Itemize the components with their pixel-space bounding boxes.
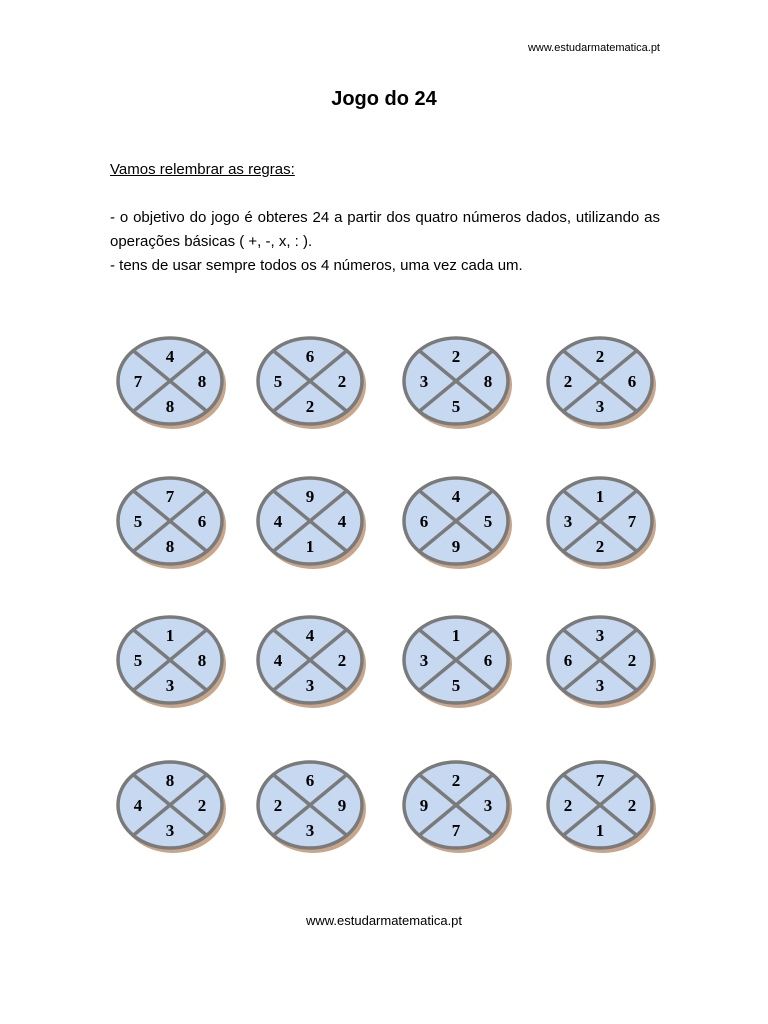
wheel-number-right: 2: [337, 651, 347, 670]
wheel-number-bottom: 3: [165, 676, 175, 695]
wheel-number-right: 8: [197, 651, 207, 670]
number-wheel: [258, 617, 366, 708]
wheel-number-left: 6: [419, 512, 429, 531]
number-wheel: [258, 762, 366, 853]
number-wheel: [404, 478, 512, 569]
wheel-number-top: 4: [451, 487, 461, 506]
site-url-top: www.estudarmatematica.pt: [527, 42, 660, 54]
wheel-number-top: 8: [165, 771, 175, 790]
rules-heading: Vamos relembrar as regras:: [110, 161, 295, 178]
rule-line-2: - tens de usar sempre todos os 4 números, uma vez cada um.: [110, 257, 523, 274]
wheel-number-top: 2: [451, 771, 461, 790]
wheel-number-bottom: 8: [165, 537, 175, 556]
wheel-number-top: 1: [165, 626, 175, 645]
wheel-number-left: 2: [563, 372, 573, 391]
wheel-number-top: 2: [451, 347, 461, 366]
wheel-number-right: 4: [337, 512, 347, 531]
wheel-number-left: 4: [273, 651, 283, 670]
number-wheel: [404, 762, 512, 853]
wheel-number-bottom: 3: [165, 821, 175, 840]
wheel-number-top: 3: [595, 626, 605, 645]
wheel-number-top: 7: [595, 771, 605, 790]
wheel-number-top: 1: [595, 487, 605, 506]
number-wheel: [258, 338, 366, 429]
wheel-number-bottom: 2: [595, 537, 605, 556]
wheel-number-left: 6: [563, 651, 573, 670]
wheel-number-right: 6: [627, 372, 637, 391]
wheel-number-bottom: 3: [305, 821, 315, 840]
wheel-number-left: 3: [563, 512, 573, 531]
wheel-number-top: 6: [305, 771, 315, 790]
number-wheel: [118, 478, 226, 569]
number-wheel: [118, 617, 226, 708]
wheel-number-left: 4: [273, 512, 283, 531]
wheel-number-bottom: 7: [451, 821, 461, 840]
number-wheel: [118, 338, 226, 429]
number-wheel: [118, 762, 226, 853]
wheel-number-right: 2: [197, 796, 207, 815]
wheel-number-left: 9: [419, 796, 429, 815]
wheel-number-top: 9: [305, 487, 315, 506]
wheel-number-top: 4: [165, 347, 175, 366]
wheel-number-top: 2: [595, 347, 605, 366]
wheel-number-bottom: 3: [595, 676, 605, 695]
wheel-number-top: 1: [451, 626, 461, 645]
number-wheel: [548, 478, 656, 569]
wheel-number-bottom: 9: [451, 537, 461, 556]
number-wheel: [548, 338, 656, 429]
wheel-number-right: 5: [483, 512, 493, 531]
wheel-number-right: 9: [337, 796, 347, 815]
wheel-number-right: 2: [627, 651, 637, 670]
wheel-number-left: 3: [419, 651, 429, 670]
number-wheel: [404, 617, 512, 708]
wheel-number-bottom: 1: [305, 537, 315, 556]
wheel-number-right: 6: [483, 651, 493, 670]
wheel-number-left: 5: [133, 512, 143, 531]
wheel-number-top: 7: [165, 487, 175, 506]
wheel-number-bottom: 2: [305, 397, 315, 416]
wheel-number-left: 5: [133, 651, 143, 670]
number-wheel: [258, 478, 366, 569]
wheel-number-right: 2: [337, 372, 347, 391]
wheel-number-bottom: 3: [305, 676, 315, 695]
wheel-number-bottom: 5: [451, 397, 461, 416]
wheel-number-left: 4: [133, 796, 143, 815]
wheel-number-left: 2: [273, 796, 283, 815]
number-wheel: [404, 338, 512, 429]
wheel-number-left: 2: [563, 796, 573, 815]
wheel-number-right: 8: [197, 372, 207, 391]
site-url-bottom: www.estudarmatematica.pt: [305, 913, 463, 928]
wheel-number-bottom: 8: [165, 397, 175, 416]
number-wheel: [548, 617, 656, 708]
wheel-number-bottom: 3: [595, 397, 605, 416]
wheel-number-right: 3: [483, 796, 493, 815]
number-wheel: [548, 762, 656, 853]
wheel-number-bottom: 5: [451, 676, 461, 695]
wheel-number-bottom: 1: [595, 821, 605, 840]
wheel-number-left: 7: [133, 372, 143, 391]
wheel-number-top: 4: [305, 626, 315, 645]
rule-line-1: - o objetivo do jogo é obteres 24 a partir dos quatro números dados, utilizando as operações básicas ( +, -, x, : ).: [110, 209, 660, 250]
page-title: Jogo do 24: [331, 88, 437, 110]
wheel-number-right: 7: [627, 512, 637, 531]
wheel-number-left: 3: [419, 372, 429, 391]
wheel-number-top: 6: [305, 347, 315, 366]
wheel-number-right: 2: [627, 796, 637, 815]
wheel-number-right: 6: [197, 512, 207, 531]
wheel-number-left: 5: [273, 372, 283, 391]
wheel-number-right: 8: [483, 372, 493, 391]
